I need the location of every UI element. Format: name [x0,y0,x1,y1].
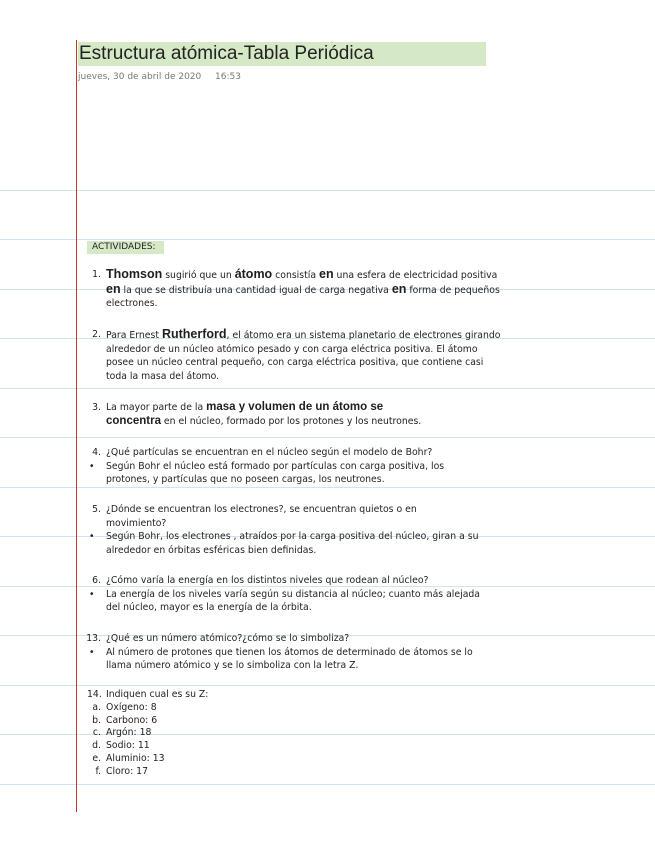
question-text: ¿Cómo varía la energía en los distintos niveles que rodean al núcleo? [106,575,429,586]
answer-text: La energía de los niveles varía según su distancia al núcleo; cuanto más alejada del núcleo, mayor es la energía de la órbita. [106,588,480,614]
activity-item-13[interactable] [86,632,506,673]
activity-item-14[interactable] [87,689,209,779]
list-item: e. Aluminio: 13 [92,752,165,764]
list-item: a. Oxígeno: 8 [92,701,157,713]
question-text: ¿Dónde se encuentran los electrones?, se encuentran quietos o en movimiento? [106,504,417,529]
item-number: 3. [92,402,101,413]
list-item: d. Sodio: 11 [92,740,150,752]
answer-text: Al número de protones que tienen los átomos de determinado de átomos se lo llama número atómico y se lo simboliza con la letra Z. [106,646,473,672]
bullet-icon: • [89,588,95,600]
page-time: 16:53 [215,72,241,82]
rule-line [0,437,655,438]
activity-item-6[interactable] [89,574,506,615]
page-title[interactable]: Estructura atómica-Tabla Periódica [78,42,486,66]
margin-line [76,40,77,812]
activity-item-4[interactable] [89,446,506,487]
activities-label: ACTIVIDADES: [87,241,164,254]
bullet-icon: • [89,460,95,472]
item-text: La mayor parte de la masa y volumen de un átomo se concentra en el núcleo, formado por los protones y los neutrones. [106,401,422,427]
item-text: Thomson sugirió que un átomo consistía en una esfera de electricidad positiva en la que se distribuía una cantidad igual de carga negativa en forma de pequeños electrones. [106,267,500,310]
rule-line [0,239,655,240]
list-item: f. Cloro: 17 [95,765,148,777]
activity-item-1[interactable] [92,267,506,311]
item-number: 14. [87,689,102,700]
answer-text: Según Bohr, los electrones , atraídos por la carga positiva del núcleo, giran a su alrededor en órbitas esféricas bien definidas. [106,531,479,556]
bullet-icon: • [89,646,95,658]
question-row [87,689,209,702]
page-date: jueves, 30 de abril de 2020 [78,72,202,82]
activity-item-3[interactable] [92,401,436,428]
question-text: ¿Qué partículas se encuentran en el núcleo según el modelo de Bohr? [106,447,433,458]
item-number: 6. [92,575,101,586]
rule-line [0,784,655,785]
item-number: 4. [92,447,101,458]
activity-item-2[interactable] [92,327,506,383]
item-number: 2. [92,329,101,340]
bullet-icon: • [89,531,95,543]
item-number: 13. [86,633,101,644]
item-text: Para Ernest Rutherford, el átomo era un sistema planetario de electrones girando alrededor de un núcleo atómico pesado y con carga eléctrica positiva. El átomo posee un núcleo central pequeño, con carga eléctrica positiva, que contiene casi toda la masa del átomo. [106,327,501,382]
rule-line [0,487,655,488]
list-item: b. Carbono: 6 [92,714,158,726]
item-number: 5. [92,504,101,515]
rule-line [0,685,655,686]
list-item: c. Argón: 18 [92,727,152,739]
question-text: ¿Qué es un número atómico?¿cómo se lo simboliza? [106,633,350,644]
activity-item-5[interactable] [89,503,506,557]
question-text: Indiquen cual es su Z: [106,689,209,700]
rule-line [0,388,655,389]
item-number: 1. [92,269,101,280]
answer-text: Según Bohr el núcleo está formado por partículas con carga positiva, los protones, y partículas que no poseen cargas, los neutrones. [106,460,445,486]
rule-line [0,190,655,191]
